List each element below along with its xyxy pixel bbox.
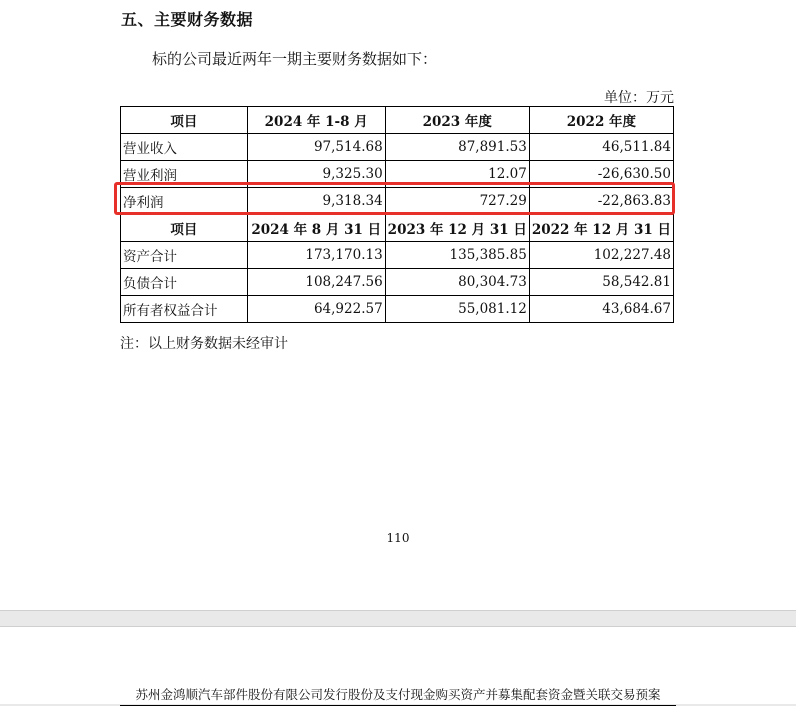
table-cell: 87,891.53 — [385, 134, 529, 161]
table-cell: 9,325.30 — [247, 161, 385, 188]
header-cell: 2023 年 12 月 31 日 — [385, 215, 529, 242]
table-cell: 80,304.73 — [385, 269, 529, 296]
header-cell: 2022 年度 — [529, 107, 673, 134]
table-cell: 108,247.56 — [247, 269, 385, 296]
table-row — [121, 242, 674, 269]
header-cell: 2022 年 12 月 31 日 — [529, 215, 673, 242]
table-cell: 135,385.85 — [385, 242, 529, 269]
header-cell: 项目 — [121, 107, 248, 134]
table-note: 注：以上财务数据未经审计 — [120, 336, 288, 352]
table-cell: 727.29 — [385, 188, 529, 215]
row-label: 负债合计 — [121, 269, 248, 296]
table-row — [121, 188, 674, 215]
row-label: 营业收入 — [121, 134, 248, 161]
financial-table — [120, 106, 674, 323]
table-row — [121, 269, 674, 296]
header-cell: 2024 年 8 月 31 日 — [247, 215, 385, 242]
table-header-row — [121, 215, 674, 242]
table-cell: -26,630.50 — [529, 161, 673, 188]
table-cell: 64,922.57 — [247, 296, 385, 323]
row-label: 所有者权益合计 — [121, 296, 248, 323]
next-page — [0, 626, 796, 704]
table-cell: 12.07 — [385, 161, 529, 188]
page-footer: 苏州金鸿顺汽车部件股份有限公司发行股份及支付现金购买资产并募集配套资金暨关联交易预案 — [120, 685, 676, 706]
table-cell: 97,514.68 — [247, 134, 385, 161]
table-row — [121, 134, 674, 161]
intro-paragraph: 标的公司最近两年一期主要财务数据如下： — [152, 50, 438, 68]
header-cell: 2024 年 1-8 月 — [247, 107, 385, 134]
table-cell: -22,863.83 — [529, 188, 673, 215]
table-cell: 55,081.12 — [385, 296, 529, 323]
table-row — [121, 296, 674, 323]
page-number: 110 — [386, 531, 410, 545]
table-cell: 9,318.34 — [247, 188, 385, 215]
header-cell: 2023 年度 — [385, 107, 529, 134]
section-title: 五、主要财务数据 — [121, 10, 254, 29]
table-cell: 43,684.67 — [529, 296, 673, 323]
table-row — [121, 161, 674, 188]
table-header-row — [121, 107, 674, 134]
table-cell: 102,227.48 — [529, 242, 673, 269]
row-label: 资产合计 — [121, 242, 248, 269]
table-cell: 46,511.84 — [529, 134, 673, 161]
unit-label: 单位：万元 — [604, 90, 674, 106]
row-label: 净利润 — [121, 188, 248, 215]
table-cell: 173,170.13 — [247, 242, 385, 269]
table-cell: 58,542.81 — [529, 269, 673, 296]
row-label: 营业利润 — [121, 161, 248, 188]
header-cell: 项目 — [121, 215, 248, 242]
